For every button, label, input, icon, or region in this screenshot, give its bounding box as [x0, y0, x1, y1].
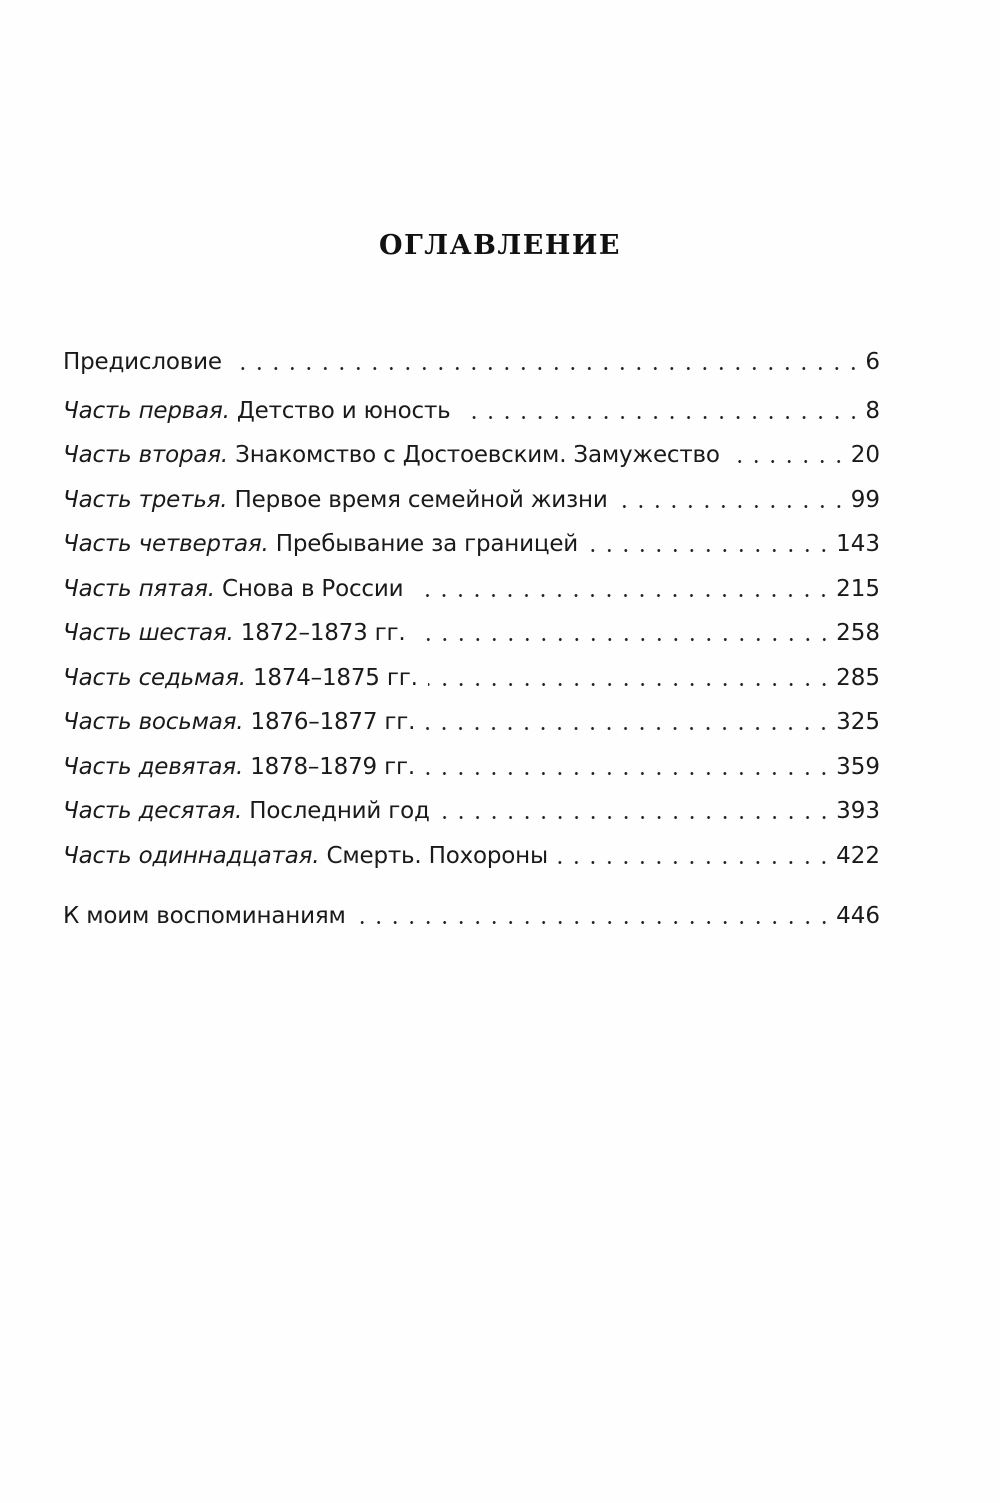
toc-part-label: Часть одиннадцатая. [63, 842, 320, 869]
toc-entry-label [63, 389, 451, 433]
toc-entry-label [63, 478, 608, 522]
toc-entry-part-3 [63, 478, 880, 523]
dot-leader [558, 846, 832, 866]
toc-entry-part-7 [63, 656, 880, 701]
toc-entry-title: 1874–1875 гг. [252, 664, 418, 691]
dot-leader [416, 623, 833, 643]
toc-part-label: Часть десятая. [63, 798, 243, 824]
toc-entry-preface [63, 340, 880, 385]
dot-leader [232, 352, 862, 372]
toc-entry-part-9 [63, 745, 880, 790]
toc-page-number: 258 [836, 620, 880, 646]
toc-entry-title: Первое время семейной жизни [234, 486, 608, 513]
toc-entry-label [63, 745, 415, 789]
toc-entry-title: Детство и юность [236, 397, 451, 424]
toc-entry-title: 1878–1879 гг. [250, 753, 415, 780]
toc-entry-title: Знакомство с Достоевским. Замужество [235, 442, 720, 468]
toc-entry-title: 1876–1877 гг. [250, 709, 416, 735]
toc-entry-part-5 [63, 567, 880, 612]
toc-entry-title: К моим воспоминаниям [63, 903, 346, 929]
toc-entry-part-4 [63, 522, 880, 567]
toc-part-label: Часть четвертая. [63, 531, 269, 557]
toc-entry-title: Последний год [249, 798, 430, 824]
toc-page-number: 6 [865, 349, 880, 375]
toc-entry-label [63, 522, 578, 566]
toc-part-label: Часть третья. [63, 486, 228, 513]
toc-page-number: 143 [836, 531, 880, 557]
toc-entry-label [63, 433, 720, 477]
dot-leader [618, 490, 847, 510]
dot-leader [461, 401, 862, 421]
toc-entry-part-1 [63, 389, 880, 434]
toc-entry-label [63, 789, 430, 833]
toc-page-number: 446 [836, 903, 880, 929]
toc-entry-label [63, 340, 222, 384]
toc-page-number: 422 [836, 842, 880, 869]
dot-leader [588, 534, 832, 554]
toc-entry-part-11 [63, 834, 880, 879]
dot-leader [425, 757, 832, 777]
toc-entry-label [63, 611, 406, 655]
toc-entry-afterword [63, 894, 880, 939]
toc-page-number: 99 [850, 486, 880, 513]
dot-leader [413, 579, 832, 599]
toc-entry-part-8 [63, 700, 880, 745]
toc-entry-title: Смерть. Похороны [326, 842, 548, 869]
toc-page-number: 20 [850, 442, 880, 468]
table-of-contents [63, 340, 880, 939]
toc-page-number: 285 [836, 664, 880, 691]
dot-leader [356, 906, 832, 926]
toc-entry-label [63, 894, 346, 938]
toc-part-label: Часть пятая. [63, 575, 215, 602]
dot-leader [440, 801, 832, 821]
toc-entry-title: 1872–1873 гг. [240, 620, 406, 646]
dot-leader [428, 668, 832, 688]
toc-part-label: Часть первая. [63, 397, 230, 424]
toc-page-number: 8 [865, 397, 880, 424]
dot-leader [730, 445, 847, 465]
toc-part-label: Часть седьмая. [63, 664, 246, 691]
toc-entry-title: Пребывание за границей [275, 531, 579, 557]
toc-entry-label [63, 656, 418, 700]
toc-entry-title: Снова в России [222, 575, 404, 602]
toc-part-label: Часть девятая. [63, 753, 244, 780]
toc-part-label: Часть вторая. [63, 442, 229, 468]
toc-part-label: Часть шестая. [63, 620, 234, 646]
dot-leader [425, 712, 832, 732]
toc-entry-label [63, 834, 548, 878]
toc-part-label: Часть восьмая. [63, 709, 244, 735]
toc-page-number: 325 [836, 709, 880, 735]
toc-entry-label [63, 567, 403, 611]
toc-entry-part-2 [63, 433, 880, 478]
toc-page-number: 359 [836, 753, 880, 780]
toc-page-number: 393 [836, 798, 880, 824]
toc-entry-title: Предисловие [63, 349, 222, 375]
toc-entry-label [63, 700, 415, 744]
page-title: ОГЛАВЛЕНИЕ [379, 230, 621, 261]
toc-entry-part-10 [63, 789, 880, 834]
toc-page-number: 215 [836, 575, 880, 602]
toc-entry-part-6 [63, 611, 880, 656]
